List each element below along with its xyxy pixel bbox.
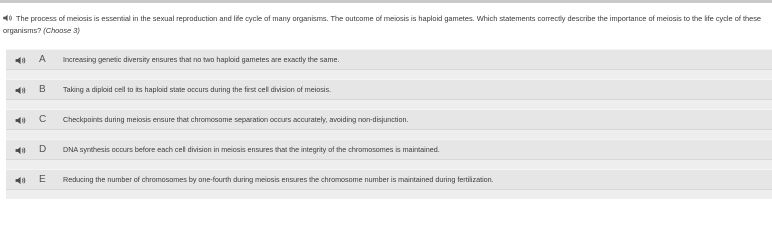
speaker-icon[interactable] bbox=[15, 116, 27, 125]
option-text: Taking a diploid cell to its haploid state occurs during the first cell division of meiosis. bbox=[63, 85, 332, 94]
option-c[interactable] bbox=[6, 109, 772, 130]
speaker-icon[interactable] bbox=[3, 14, 13, 22]
option-text: Reducing the number of chromosomes by one-fourth during meiosis ensures the chromosome number is maintained during fertilization. bbox=[63, 175, 494, 184]
option-letter: E bbox=[39, 174, 46, 185]
speaker-icon[interactable] bbox=[15, 56, 27, 65]
option-text: DNA synthesis occurs before each cell division in meiosis ensures that the integrity of the chromosomes is maintained. bbox=[63, 145, 440, 154]
option-letter: A bbox=[39, 54, 46, 65]
option-letter: B bbox=[39, 84, 46, 95]
speaker-icon[interactable] bbox=[15, 86, 27, 95]
speaker-icon[interactable] bbox=[15, 176, 27, 185]
option-letter: D bbox=[39, 144, 47, 155]
option-b[interactable] bbox=[6, 79, 772, 100]
option-e[interactable] bbox=[6, 169, 772, 190]
option-text: Increasing genetic diversity ensures that no two haploid gametes are exactly the same. bbox=[63, 55, 340, 64]
answer-options bbox=[6, 49, 772, 199]
speaker-icon[interactable] bbox=[15, 146, 27, 155]
option-a[interactable] bbox=[6, 49, 772, 70]
option-letter: C bbox=[39, 114, 47, 125]
question-text: The process of meiosis is essential in the sexual reproduction and life cycle of many organisms. The outcome of meiosis is haploid gametes. Which statements correctly describe the importance of meiosis to the life cycle of these organisms? bbox=[3, 14, 762, 35]
question-prompt bbox=[3, 13, 765, 37]
option-d[interactable] bbox=[6, 139, 772, 160]
option-text: Checkpoints during meiosis ensure that chromosome separation occurs accurately, avoiding non-disjunction. bbox=[63, 115, 409, 124]
question-instruction: (Choose 3) bbox=[43, 26, 80, 35]
top-divider bbox=[0, 0, 772, 3]
